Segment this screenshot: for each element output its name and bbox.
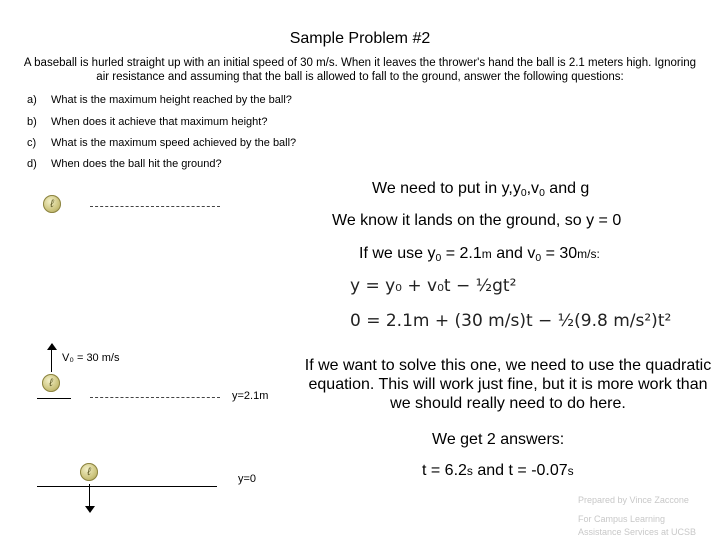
note-lands: We know it lands on the ground, so y = 0 xyxy=(332,212,622,229)
note-text: and v xyxy=(491,245,536,262)
subscript: 0 xyxy=(435,253,442,264)
question-label: d) xyxy=(27,158,37,170)
subscript: 0 xyxy=(520,188,527,199)
note-quadratic: If we want to solve this one, we need to use the quadratic equation. This will work just fine, but it is more work than we should really need to do here. xyxy=(304,357,712,412)
question-text: When does it achieve that maximum height? xyxy=(51,116,268,128)
question-item xyxy=(27,158,222,170)
question-label: a) xyxy=(27,94,37,106)
unit: s xyxy=(466,464,473,478)
note-text: We need to put in y,y xyxy=(372,180,521,197)
subscript: 0 xyxy=(539,188,545,199)
question-item xyxy=(27,137,296,149)
arrow-down-icon xyxy=(85,506,95,513)
ground-line xyxy=(37,486,217,487)
question-item xyxy=(27,94,292,106)
answers-text xyxy=(422,462,574,480)
baseball-icon: ℓ xyxy=(42,374,60,392)
note-variables xyxy=(372,180,589,199)
footer-credit xyxy=(578,494,706,539)
baseball-icon: ℓ xyxy=(43,195,61,213)
unit: m xyxy=(481,247,492,261)
note-text: If we use y xyxy=(359,245,436,262)
baseball-icon: ℓ xyxy=(80,463,98,481)
falling-arrow xyxy=(89,484,90,508)
arrow-up-icon xyxy=(47,343,57,350)
kinematic-equation: y = y₀ + v₀t − ½gt² xyxy=(350,276,517,296)
problem-statement: A baseball is hurled straight up with an initial speed of 30 m/s. When it leaves the thrower's hand the ball is 2.1 meters high. Ignoring air resistance and assuming that the ball is allowed to fall to the ground, answer the following questions: xyxy=(23,57,697,83)
unit: s xyxy=(567,464,574,478)
footer-line: For Campus Learning xyxy=(578,514,666,524)
page-title: Sample Problem #2 xyxy=(289,30,431,47)
unit: m/s: xyxy=(577,247,600,261)
question-label: c) xyxy=(27,137,37,149)
answers-heading: We get 2 answers: xyxy=(432,431,565,448)
question-text: When does the ball hit the ground? xyxy=(51,158,222,170)
subscript: 0 xyxy=(535,253,542,264)
answer-value: and t = -0.07 xyxy=(472,462,568,479)
launch-height-line xyxy=(90,397,220,398)
question-item xyxy=(27,116,267,128)
note-text: and g xyxy=(544,180,590,197)
ground-label: y=0 xyxy=(238,473,257,485)
hand-line xyxy=(37,398,71,399)
footer-line: Prepared by Vince Zaccone xyxy=(578,495,689,505)
question-text: What is the maximum speed achieved by the ball? xyxy=(51,137,297,149)
initial-velocity-label: V₀ = 30 m/s xyxy=(62,352,120,364)
question-text: What is the maximum height reached by the ball? xyxy=(51,94,292,106)
note-values xyxy=(359,245,600,264)
launch-height-label: y=2.1m xyxy=(232,390,269,402)
max-height-line xyxy=(90,206,220,207)
note-text: ,v xyxy=(526,180,540,197)
footer-line: Assistance Services at UCSB xyxy=(578,527,697,537)
note-text: = 30 xyxy=(541,245,578,262)
question-label: b) xyxy=(27,116,37,128)
answer-value: t = 6.2 xyxy=(422,462,467,479)
note-text: = 2.1 xyxy=(441,245,482,262)
substituted-equation: 0 = 2.1m + (30 m/s)t − ½(9.8 m/s²)t² xyxy=(350,311,672,331)
